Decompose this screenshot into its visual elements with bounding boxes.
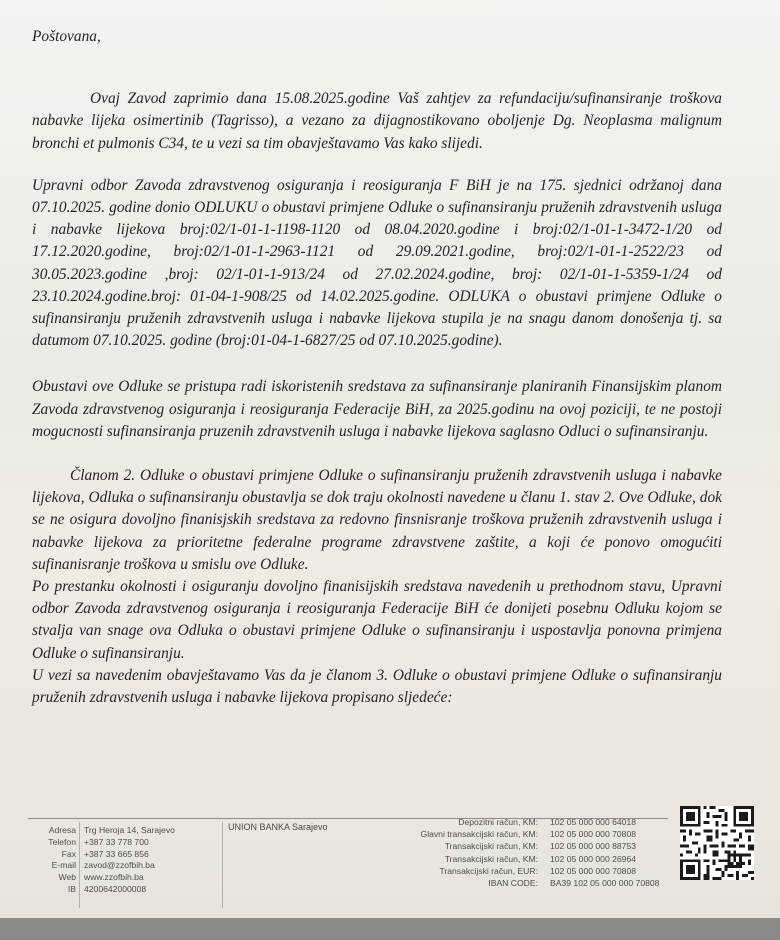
letterhead-footer [28, 817, 688, 914]
account-label: Transakcijski račun, KM: [444, 841, 538, 852]
paragraph-request: Ovaj Zavod zaprimio dana 15.08.2025.godine Vaš zahtjev za refundaciju/sufinansiranje troškova nabavke lijeka osimertinib (Tagrisso), a vezano za dijagnostikovano oboljenje Dg. Neoplasma malignum bronchi et pulmonis C34, te u vezi sa tim obavještavamo Vas kako slijedi. [32, 90, 722, 152]
account-label: Glavni transakcijski račun, KM: [420, 829, 538, 840]
account-number: 102 05 000 000 70808 [550, 829, 637, 840]
qr-code [680, 806, 754, 880]
paragraph-article-3: U vezi sa navedenim obavještavamo Vas da je članom 3. Odluke o obustavi primjene Odluke o sufinansiranju pruženih zdravstvenih usluga i nabavke lijekova propisano sljedeće: [32, 666, 722, 707]
contact-values [84, 825, 224, 896]
account-values [550, 816, 680, 889]
account-label: IBAN CODE: [488, 878, 538, 889]
paragraph-decision: Upravni odbor Zavoda zdravstvenog osiguranja i reosiguranja F BiH je na 175. sjednici održanoj dana 07.10.2025. godine donio ODLUKU o obustavi primjene Odluke o sufinansiranju pruženih zdravstvenih usluga i nabavke lijekova broj:02/1-01-1-1198-1120 od 08.04.2020.godine i broj:02/1-01-1-3472-1/20 od 17.12.2020.godine, broj:02/1-01-1-2963-1121 od 29.09.2021.godine, broj:02/1-01-1-2522/23 od 30.05.2023.godine ,broj: 02/1-01-1-913/24 od 27.02.2024.godine, broj: 02/1-01-1-5359-1/24 od 23.10.2024.godine.broj: 01-04-1-908/25 od 14.02.2025.godine. ODLUKA o obustavi primjene Odluke o sufinansiranju pruženih zdravstvenih usluga i nabavke lijekova stupila je na snagu danom donošenja tj. sa datumom 07.10.2025. godine (broj:01-04-1-6827/25 od 07.10.2025.godine). [32, 176, 722, 350]
account-number: 102 05 000 000 70808 [550, 865, 637, 876]
contact-label: IB [67, 883, 76, 894]
contact-value: Trg Heroja 14, Sarajevo [84, 825, 175, 835]
contact-label: Fax [61, 848, 76, 859]
footer-separator [222, 822, 223, 908]
account-label: Depozitni račun, KM: [458, 817, 538, 827]
contact-value: www.zzofbih.ba [84, 872, 144, 883]
account-number: 102 05 000 000 26964 [550, 853, 637, 864]
contact-label: Telefon [48, 836, 76, 847]
bank-name: UNION BANKA Sarajevo [228, 822, 328, 832]
paragraph-suspension-reason: Obustavi ove Odluke se pristupa radi iskoristenih sredstava za sufinansiranje planiranih Finansijskim planom Zavoda zdravstvenog osiguranja i reosiguranja Federacije BiH, za 2025.godinu na ovoj poziciji, te ne postoji mogucnosti sufinansiranja pruzenih zdravstvenih usluga i nabavke lijekova saglasno Odluci o sufinansiranju. [32, 378, 722, 440]
contact-value: zavod@zzofbih.ba [84, 860, 155, 871]
account-label: Transakcijski račun, KM: [444, 853, 538, 864]
contact-value: +387 33 665 856 [84, 848, 149, 859]
contact-value: 4200642000008 [84, 883, 147, 894]
account-number: BA39 102 05 000 000 70808 [550, 878, 660, 889]
contact-label: E-mail [51, 860, 76, 871]
contact-label: Adresa [48, 825, 76, 835]
account-number: 102 05 000 000 88753 [550, 841, 637, 852]
greeting: Poštovana, [32, 28, 101, 45]
letter-body [32, 26, 722, 709]
contact-value: +387 33 778 700 [84, 836, 149, 847]
footer-separator [79, 822, 80, 908]
paragraph-restoration: Po prestanku okolnosti i osiguranju dovoljno finanisijskih sredstava navedenih u prethodnom stavu, Upravni odbor Zavoda zdravstvenog osiguranja i reosiguranja Federacije BiH će donijeti posebnu Odluku kojom se stvalja van snage ova Odluka o obustavi primjene Odluke o sufinansiranju i uspostavlja ponovna primjena Odluke o sufinansiranju. [32, 578, 722, 662]
account-label: Transakcijski račun, EUR: [439, 865, 538, 876]
account-labels [368, 816, 538, 889]
qr-code-icon [680, 806, 754, 880]
paragraph-article-2: Članom 2. Odluke o obustavi primjene Odluke o sufinansiranju pruženih zdravstvenih usluga i nabavke lijekova, Odluka o sufinansiranju obustavlja se dok traju okolnosti navedene u članu 1. stav 2. Ove Odluke, dok se ne osigura dovoljno finanisjskih sredstava za redovno finsnisranje troškova pruženih zdravstvenih usluga i nabavke lijekova za prioritetne federalne programe zdravstvene zaštite, a koji će ponovo omogućiti sufinanisranje troškova u smislu ove Odluke. [32, 467, 722, 573]
contact-labels [28, 825, 76, 896]
contact-label: Web [58, 872, 76, 883]
account-number: 102 05 000 000 64018 [550, 817, 637, 827]
